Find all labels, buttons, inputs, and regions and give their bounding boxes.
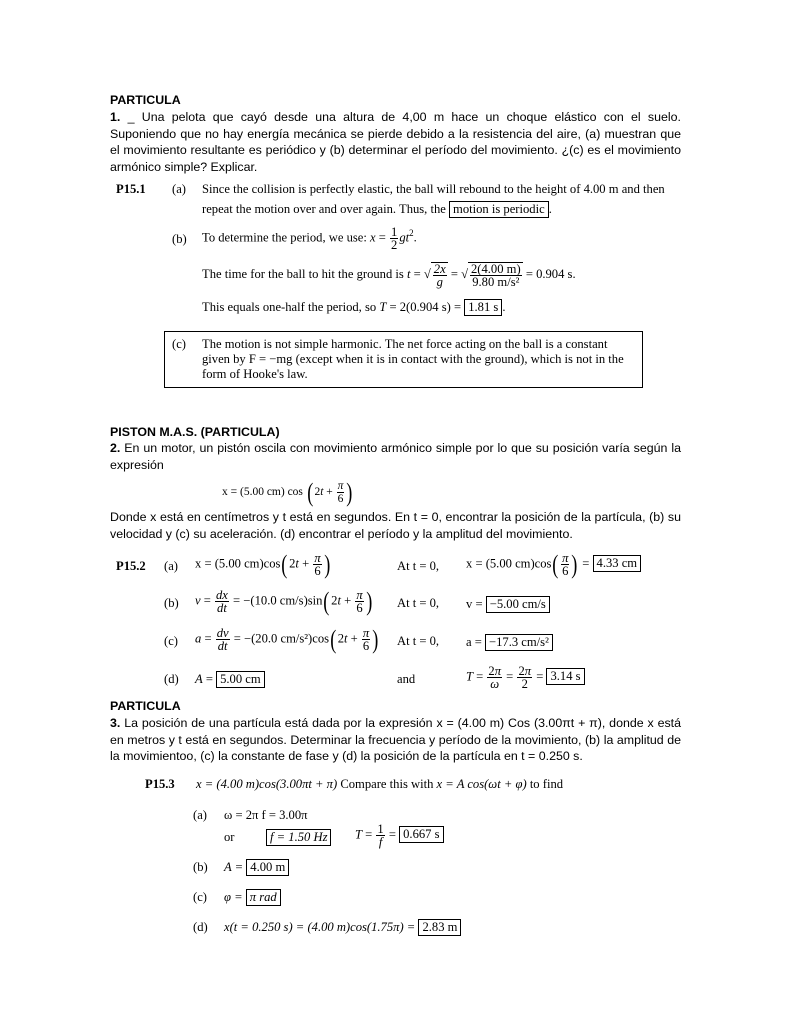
p2-a-result: x = (5.00 cm)cos( $\frac{\pi}{6}$ ) = 4.33 cm xyxy=(466,552,641,577)
p3-a-omega: ω = 2π f = 3.00π xyxy=(224,808,308,822)
problem-1-text: _ Una pelota que cayó desde una altura de 4,00 m hace un choque elástico con el suelo. Suponiendo que no hay energía mecánica se pierde debido a la resistencia del aire, (a) muestran que el movimiento resultante es periódico y (b) determinar el período del movimiento. ¿(c) es el movimiento armónico simple? Explicar. xyxy=(110,110,681,174)
section-heading-2: PISTON M.A.S. (PARTICULA) xyxy=(110,425,280,439)
p3-a-period-box: 0.667 s xyxy=(399,826,443,843)
p1-b-tag: (b) xyxy=(172,232,187,246)
p2-c-expr: a = $\frac{dv}{dt}$ = −(20.0 cm/s²)cos(2t + $\frac{\pi}{6}$ ) xyxy=(195,624,379,654)
p2-a-tag: (a) xyxy=(164,559,178,573)
p3-intro-compare: Compare this with xyxy=(340,777,434,791)
p3-c-lhs: φ = xyxy=(224,890,243,904)
p3-a-frequency xyxy=(266,829,331,846)
p3-d-answer-box: 2.83 m xyxy=(418,919,461,936)
p1-b-text: To determine the period, we use: xyxy=(202,230,367,245)
p1-b-line3: This equals one-half the period, so T = 2(0.904 s) = 1.81 s . xyxy=(202,300,506,314)
section-heading-3: PARTICULA xyxy=(110,699,181,713)
p2-a-expr-text: x = (5.00 cm)cos xyxy=(195,556,281,571)
p2-c-answer-box: −17.3 cm/s² xyxy=(485,634,553,651)
p1-b-numerator: 2(4.00 m) xyxy=(470,262,521,276)
p2-b-result xyxy=(466,596,550,613)
p1-b-result: = 0.904 s. xyxy=(525,266,576,281)
p3-b-tag: (b) xyxy=(193,860,208,874)
p1-b-line1: To determine the period, we use: x = $\frac{1}{2}$ $gt^2$. xyxy=(202,225,417,252)
p3-d-position xyxy=(224,919,461,936)
p2-a-expr: x = (5.00 cm)cos(2t + $\frac{\pi}{6}$ ) xyxy=(195,549,331,579)
p3-intro-tofind: to find xyxy=(529,777,564,791)
p2-a-res-text: x = (5.00 cm)cos xyxy=(466,556,552,571)
p1-a-tag: (a) xyxy=(172,182,186,196)
solution-label-p15-1: P15.1 xyxy=(116,182,146,196)
p3-b-lhs: A = xyxy=(224,860,244,874)
problem-3-number: 3. xyxy=(110,716,121,730)
p3-a-tag: (a) xyxy=(193,808,207,822)
p1-c-tag: (c) xyxy=(172,337,186,351)
problem-2-text: En un motor, un pistón oscila con movimiento armónico simple por lo que su posición varía según la expresión xyxy=(110,441,681,472)
p2-eq-lhs: x = (5.00 cm) cos xyxy=(222,486,303,499)
p1-b-answer-box: 1.81 s xyxy=(464,299,502,316)
problem-1-number: 1. xyxy=(110,110,121,124)
p2-d-period-box: 3.14 s xyxy=(546,668,584,685)
p1-b-half-text: This equals one-half the period, so xyxy=(202,300,377,314)
problem-3-text: La posición de una partícula está dada por la expresión x = (4.00 m) Cos (3.00πt + π), donde x está en metros y t está en segundos. Determinar la frecuencia y período de la movimiento, (b) la amplitud de la movimientoo, (c) la constante de fase y (d) la posición de la partícula en t = 0.250 s. xyxy=(110,716,681,764)
section-heading-1: PARTICULA xyxy=(110,93,181,107)
problem-2-where: Donde x está en centímetros y t está en segundos. En t = 0, encontrar la posición de la partícula, (b) su velocidad y (c) su aceleración. (d) encontrar el período y la amplitud del movimiento. xyxy=(110,510,681,541)
p3-c-answer-box: π rad xyxy=(246,889,281,906)
p1-a-text2: repeat the motion over and over again. Thus, the xyxy=(202,202,446,216)
p3-a-frequency-box: f = 1.50 Hz xyxy=(266,829,331,846)
solution-label-p15-2: P15.2 xyxy=(116,559,146,573)
p2-equation: x = (5.00 cm) cos (2t + $\frac{\pi}{6}$ ) xyxy=(222,477,353,507)
p2-b-expr: v = $\frac{dx}{dt}$ = −(10.0 cm/s)sin(2t + $\frac{\pi}{6}$ ) xyxy=(195,586,373,616)
p3-a-period: T = $\frac{1}{f}$ = 0.667 s xyxy=(355,823,444,848)
p1-a-line1: Since the collision is perfectly elastic, the ball will rebound to the height of 4.00 m and then xyxy=(202,182,665,196)
p3-d-tag: (d) xyxy=(193,920,208,934)
problem-2-number: 2. xyxy=(110,441,121,455)
p3-c-tag: (c) xyxy=(193,890,207,904)
p1-b-expr: = 2(0.904 s) = xyxy=(389,300,462,314)
problem-2-statement xyxy=(110,440,681,473)
p3-intro-expr: x = (4.00 m)cos(3.00πt + π) xyxy=(196,777,338,791)
p2-d-tag: (d) xyxy=(164,672,179,686)
p3-intro xyxy=(196,777,563,792)
p2-c-at: At t = 0, xyxy=(397,634,440,648)
p2-b-expr-text: = −(10.0 cm/s)sin xyxy=(233,593,323,608)
p3-c-phase xyxy=(224,889,281,906)
p1-b-line2: The time for the ball to hit the ground is t = √ $\frac{2x}{g}$ = √ $\frac{2(4.00 m)}{\text{9.80 m/s²}}$ = 0.904 s. xyxy=(202,262,576,289)
p2-a-at: At t = 0, xyxy=(397,559,440,573)
p1-c-text: The motion is not simple harmonic. The net force acting on the ball is a constant given by F = −mg (except when it is in contact with the ground), which is not in the form of Hooke's law. xyxy=(202,337,624,381)
p2-d-answer-box: 5.00 cm xyxy=(216,671,265,688)
p3-d-expr: x(t = 0.250 s) = (4.00 m)cos(1.75π) = xyxy=(224,920,416,934)
p2-b-res-text: v = xyxy=(466,597,483,611)
p2-a-answer-box: 4.33 cm xyxy=(593,555,642,572)
problem-1-statement xyxy=(110,109,681,175)
p3-b-answer-box: 4.00 m xyxy=(246,859,289,876)
p2-d-and: and xyxy=(397,672,416,686)
p2-b-tag: (b) xyxy=(164,596,179,610)
problem-3-statement xyxy=(110,715,681,765)
p2-d-amplitude: A = 5.00 cm xyxy=(195,671,265,688)
p3-b-amplitude xyxy=(224,859,289,876)
p2-c-res-text: a = xyxy=(466,635,482,649)
p1-a-answer-box: motion is periodic xyxy=(449,201,549,218)
p2-c-tag: (c) xyxy=(164,634,178,648)
p2-c-expr-text: = −(20.0 cm/s²)cos xyxy=(233,631,330,646)
solution-label-p15-3: P15.3 xyxy=(145,777,175,791)
p2-b-at: At t = 0, xyxy=(397,596,440,610)
p1-a-line2: repeat the motion over and over again. Thus, the motion is periodic . xyxy=(202,202,552,216)
p2-c-result xyxy=(466,634,553,651)
p1-b-denominator: 9.80 m/s² xyxy=(472,275,520,289)
p2-b-answer-box: −5.00 cm/s xyxy=(486,596,550,613)
p3-intro-general: x = A cos(ωt + φ) xyxy=(436,777,527,791)
p1-b-time-text: The time for the ball to hit the ground is xyxy=(202,266,404,281)
p2-d-period: T = $\frac{2\pi}{\omega}$ = $\frac{2\pi}{2}$ = 3.14 s xyxy=(466,665,585,690)
p3-a-or: or xyxy=(224,830,235,844)
